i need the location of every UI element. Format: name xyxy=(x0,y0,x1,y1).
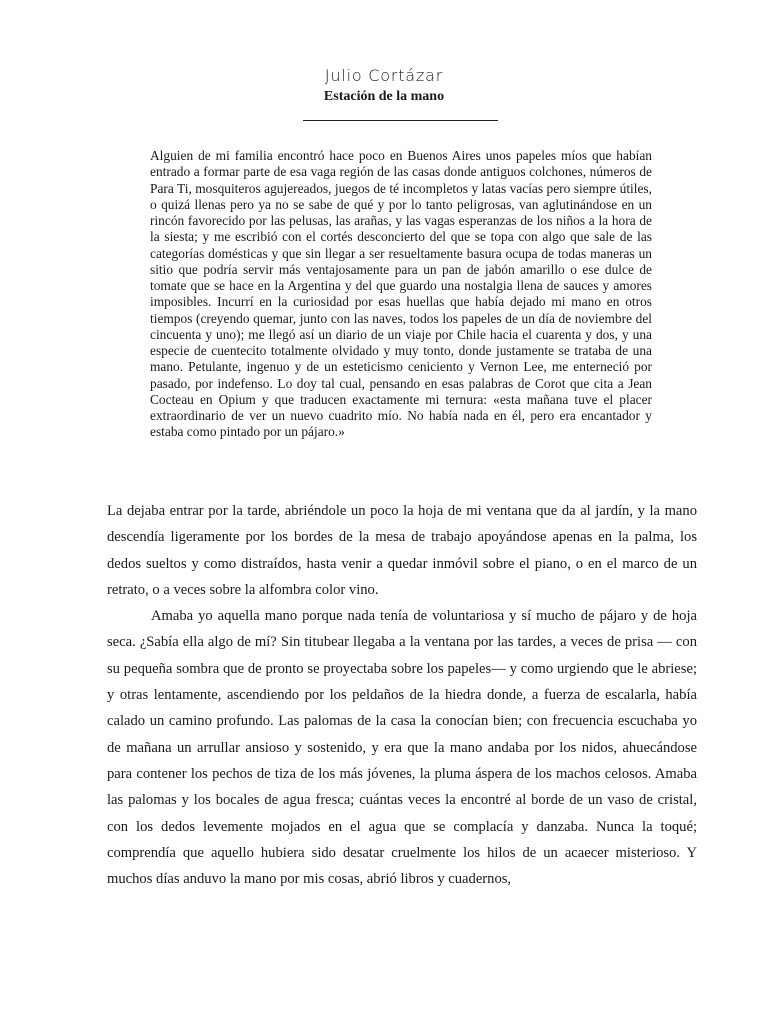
story-title: Estación de la mano xyxy=(323,89,445,104)
title-divider xyxy=(303,120,498,121)
story-body xyxy=(107,498,697,892)
intro-paragraph: Alguien de mi familia encontró hace poco en Buenos Aires unos papeles míos que habían entrado a formar parte de esa vaga región de las casas donde antiguos colchones, números de Para Ti, mosquiteros agujereados, juegos de té incompletos y latas vacías pero siempre útiles, o quizá llenas pero ya no se sabe de qué y por lo tanto peligrosas, van aglutinándose en un rincón favorecido por las pelusas, las arañas, y las vagas esperanzas de los niños a la hora de la siesta; y me escribió con el cortés desconcierto del que se topa con algo que sale de las categorías domésticas y que sin llegar a ser resueltamente basura ocupa de todas maneras un sitio que podría servir más ventajosamente para un pan de jabón amarillo o ese dulce de tomate que se hace en la Argentina y del que guardo una nostalgia llena de sauces y amores imposibles. Incurrí en la curiosidad por esas huellas que había dejado mi mano en otros tiempos (creyendo quemar, junto con las naves, todos los papeles de un día de noviembre del cincuenta y uno); me llegó así un diario de un viaje por Chile hacia el cuarenta y dos, y una especie de cuentecito totalmente olvidado y muy tonto, donde justamente se trataba de una mano. Petulante, ingenuo y de un esteticismo ceniciento y Vernon Lee, me enterneció por pasado, por indefenso. Lo doy tal cual, pensando en esas palabras de Corot que cita a Jean Cocteau en Opium y que traducen exactamente mi ternura: «esta mañana tuve el placer extraordinario de ver un nuevo cuadrito mío. No había nada en él, pero era encantador y estaba como pintado por un pájaro.» xyxy=(150,148,652,440)
story-paragraph-2: Amaba yo aquella mano porque nada tenía de voluntariosa y sí mucho de pájaro y de hoja seca. ¿Sabía ella algo de mí? Sin titubear llegaba a la ventana por las tardes, a veces de prisa — con su pequeña sombra que de pronto se proyectaba sobre los papeles— y como urgiendo que le abriese; y otras lentamente, ascendiendo por los peldaños de la hiedra donde, a fuerza de escalarla, había calado un camino profundo. Las palomas de la casa la conocían bien; con frecuencia escuchaba yo de mañana un arrullar ansioso y sostenido, y era que la mano andaba por los nidos, ahuecándose para contener los pechos de tiza de los más jóvenes, la pluma áspera de los machos celosos. Amaba las palomas y los bocales de agua fresca; cuántas veces la encontré al borde de un vaso de cristal, con los dedos levemente mojados en el agua que se complacía y danzaba. Nunca la toqué; comprendía que aquello hubiera sido desatar cruelmente los hilos de un acaecer misterioso. Y muchos días anduvo la mano por mis cosas, abrió libros y cuadernos, xyxy=(107,608,697,888)
author-name: Julio Cortázar xyxy=(324,66,444,85)
story-paragraph-1: La dejaba entrar por la tarde, abriéndole un poco la hoja de mi ventana que da al jardín, y la mano descendía ligeramente por los bordes de la mesa de trabajo apoyándose apenas en la palma, los dedos sueltos y como distraídos, hasta venir a quedar inmóvil sobre el piano, o en el marco de un retrato, o a veces sobre la alfombra color vino. xyxy=(107,503,697,598)
